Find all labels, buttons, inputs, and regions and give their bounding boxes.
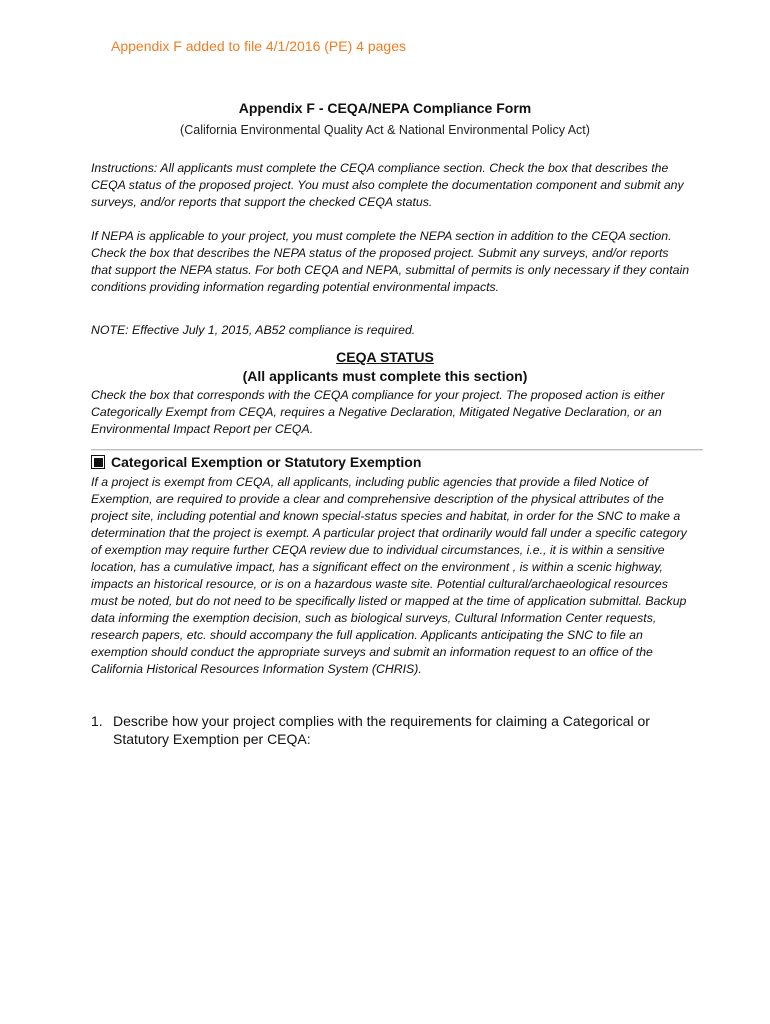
question-1 [91, 712, 703, 748]
ceqa-status-heading: CEQA STATUS [336, 349, 434, 365]
section-divider [91, 449, 703, 451]
form-subtitle: (California Environmental Quality Act & National Environmental Policy Act) [180, 123, 590, 137]
checkbox-checked-icon [94, 458, 103, 467]
categorical-exemption-checkbox[interactable] [91, 455, 105, 469]
categorical-exemption-label: Categorical Exemption or Statutory Exemption [111, 454, 422, 470]
question-text: Describe how your project complies with the requirements for claiming a Categorical or Statutory Exemption per CEQA: [113, 713, 650, 747]
question-number: 1. [91, 713, 103, 729]
ab52-note: NOTE: Effective July 1, 2015, AB52 compliance is required. [91, 323, 416, 337]
ceqa-status-subheading: (All applicants must complete this section) [242, 368, 528, 384]
file-annotation-note: Appendix F added to file 4/1/2016 (PE) 4 pages [111, 38, 406, 54]
categorical-exemption-option[interactable] [91, 454, 421, 470]
instructions-paragraph: Instructions: All applicants must complete the CEQA compliance section. Check the box that describes the CEQA status of the proposed project. You must also complete the documentation component and submit any surveys, and/or reports that support the checked CEQA status. [91, 161, 684, 209]
ceqa-description: Check the box that corresponds with the CEQA compliance for your project. The proposed action is either Categorically Exempt from CEQA, requires a Negative Declaration, Mitigated Negative Declaration, or an Environmental Impact Report per CEQA. [91, 388, 665, 436]
nepa-instructions-paragraph: If NEPA is applicable to your project, you must complete the NEPA section in addition to the CEQA section. Check the box that describes the NEPA status of the proposed project. Submit any surveys, and/or reports that support the NEPA status. For both CEQA and NEPA, submittal of permits is only necessary if they contain conditions providing information regarding potential environmental impacts. [91, 229, 690, 294]
form-title: Appendix F - CEQA/NEPA Compliance Form [238, 100, 532, 116]
categorical-exemption-description: If a project is exempt from CEQA, all applicants, including public agencies that provide a filed Notice of Exemption, are required to provide a clear and comprehensive description of the physical attributes of the project site, including potential and known special-status species and habitat, in order for the SNC to make a determination that the project is exempt. A particular project that ordinarily would fall under a specific category of exemption may require further CEQA review due to individual circumstances, i.e., it is within a sensitive location, has a cumulative impact, has a significant effect on the environment , is within a scenic highway, impacts an historical resource, or is on a hazardous waste site. Potential cultural/archaeological resources must be noted, but do not need to be specifically listed or mapped at the time of application submittal. Backup data informing the exemption decision, such as biological surveys, Cultural Information Center requests, research papers, etc. should accompany the full application. Applicants anticipating the SNC to file an exemption should conduct the appropriate surveys and submit an information request to an office of the California Historical Resources Information System (CHRIS). [91, 475, 687, 676]
